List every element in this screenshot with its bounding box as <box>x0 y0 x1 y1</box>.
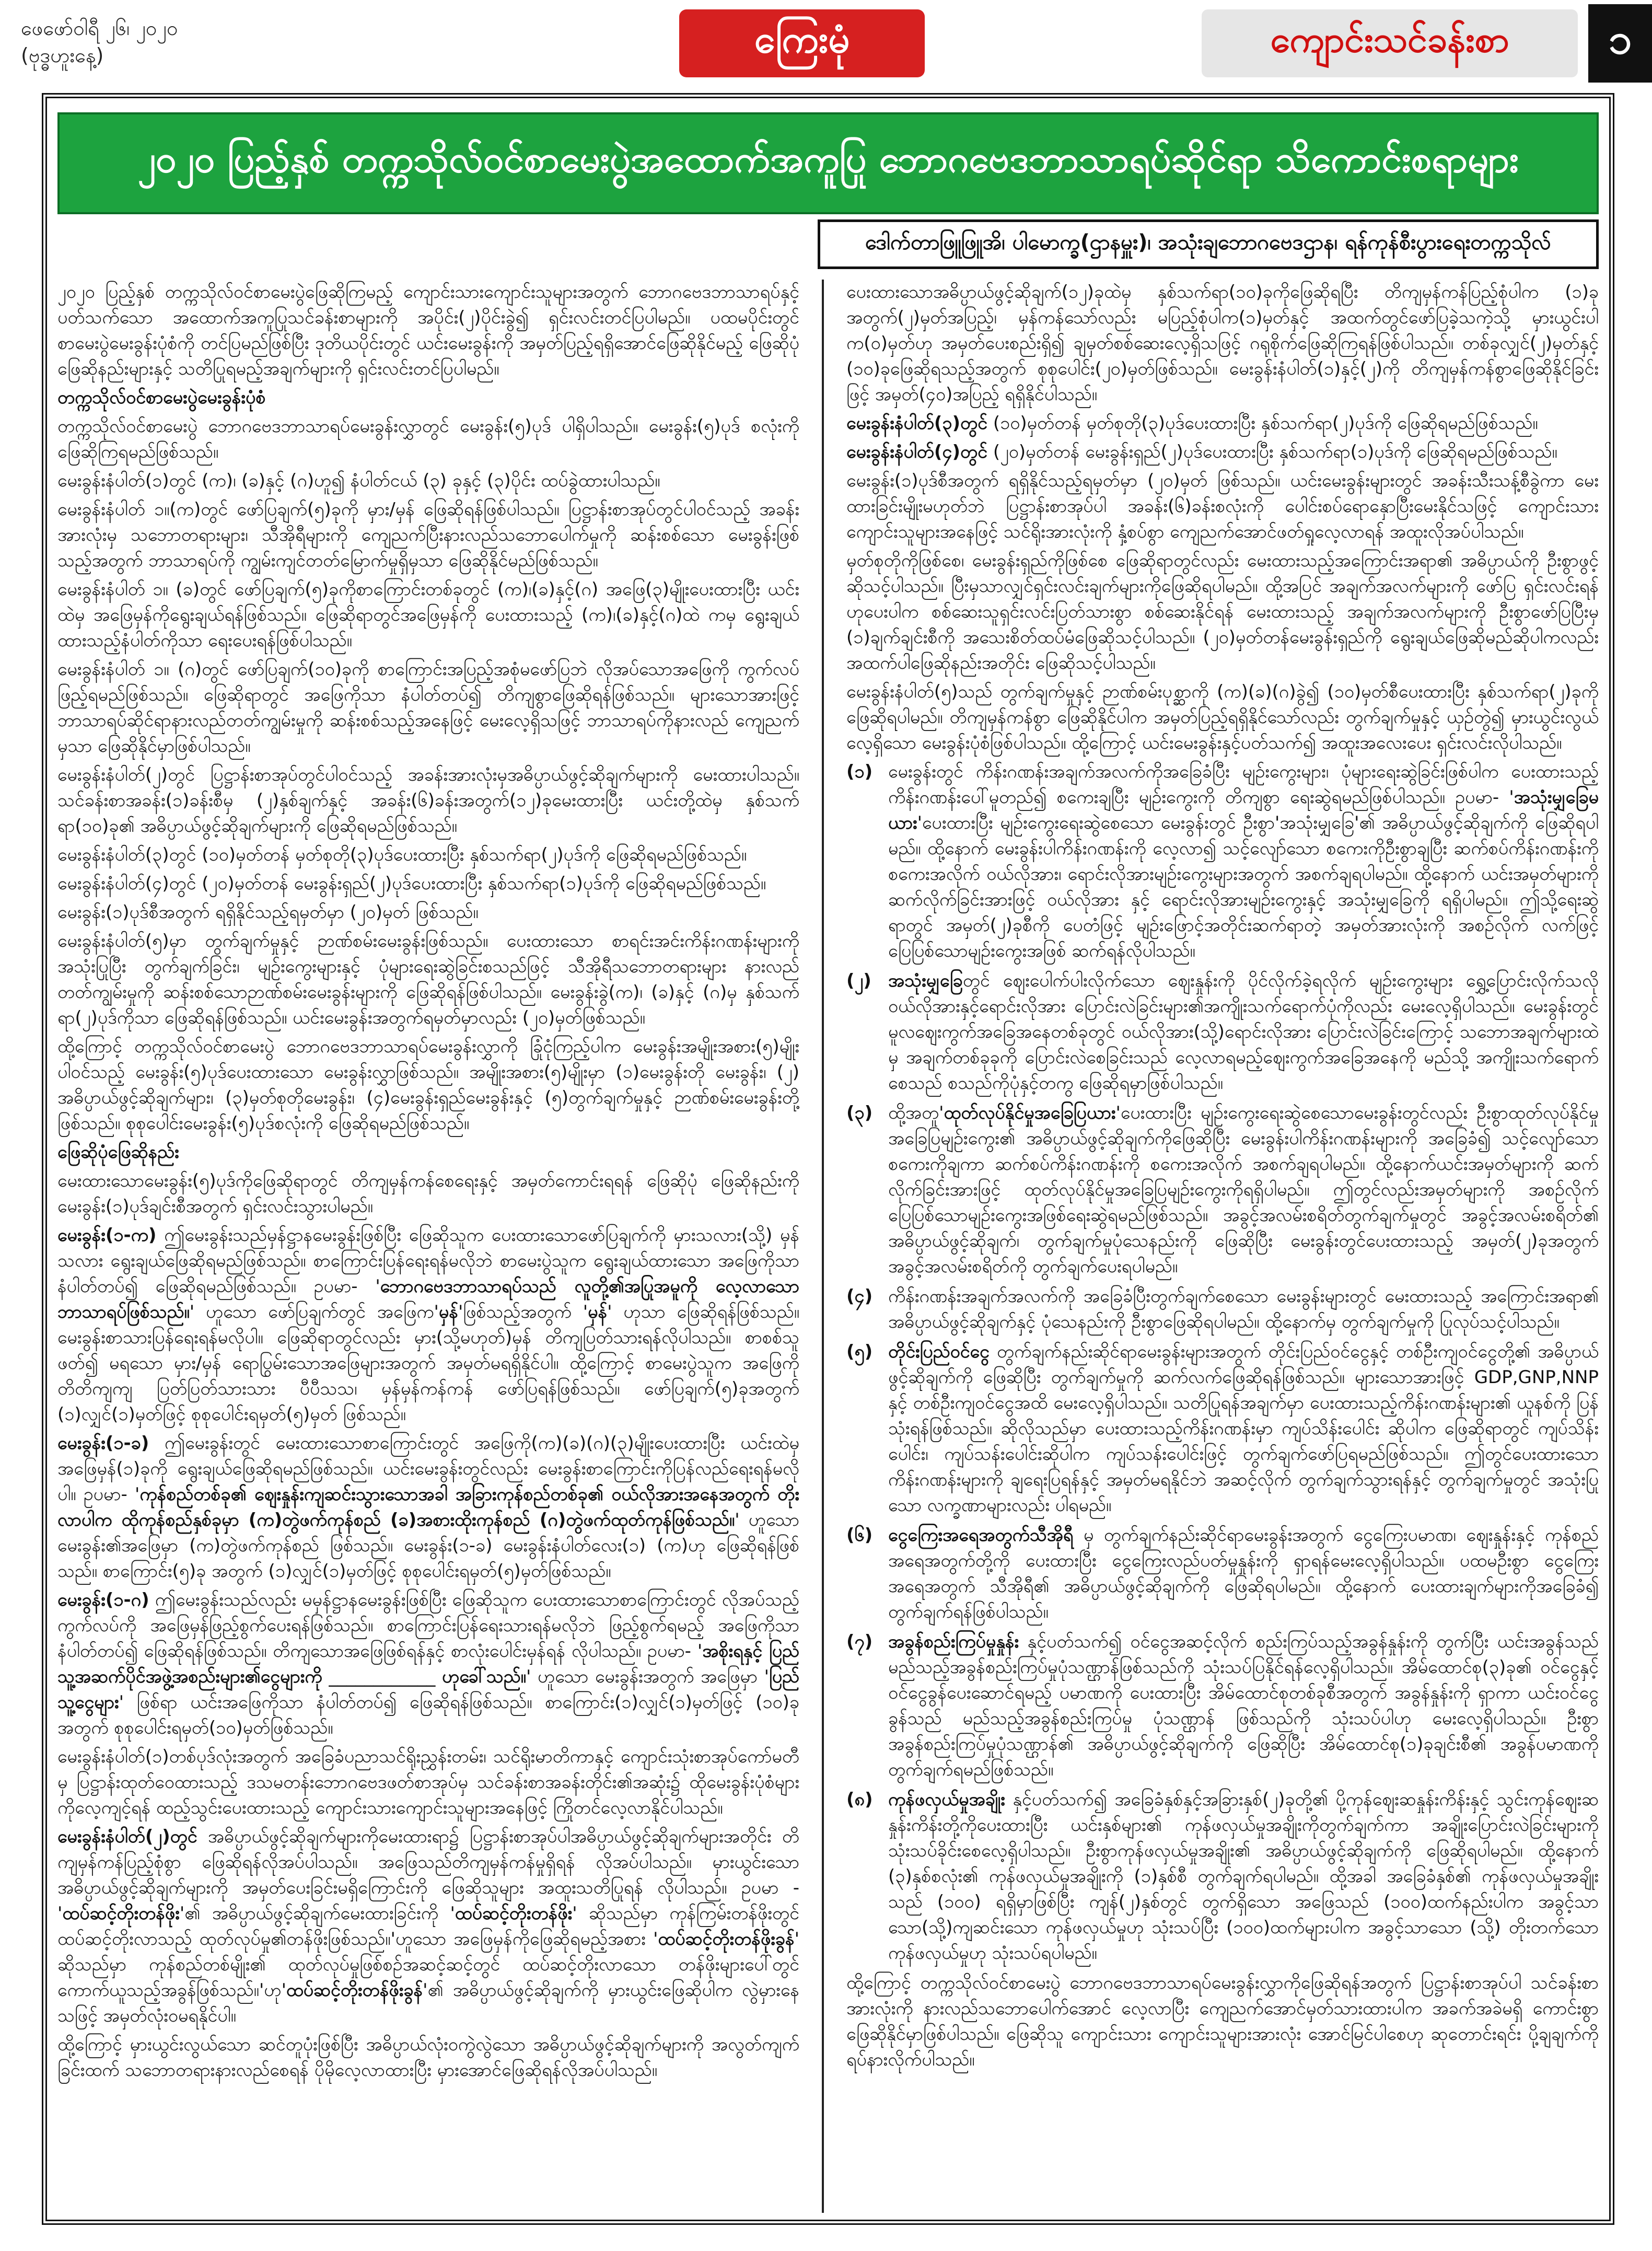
numbered-item <box>846 1629 1599 1783</box>
paragraph: မေးခွန်းနံပါတ်(၁)တွင် (က)၊ (ခ)နှင့် (ဂ)ဟူ၍ နံပါတ်ငယ် (၃) ခုနှင့် (၃)ပိုင်း ထပ်ခွဲထားပါသည်။ <box>57 470 660 491</box>
left-column <box>57 280 799 2213</box>
article-title: ၂၀၂၀ ပြည့်နှစ် တက္ကသိုလ်ဝင်စာမေးပွဲအထောက်အကူပြု ဘောဂဗေဒဘာသာရပ်ဆိုင်ရာ သိကောင်းစရာများ <box>57 112 1599 214</box>
issue-date: ဖေဖော်ဝါရီ ၂၆၊ ၂၀၂၀ <box>21 17 178 40</box>
section-heading: တက္ကသိုလ်ဝင်စာမေးပွဲမေးခွန်းပုံစံ <box>57 387 266 408</box>
paragraph: မေးခွန်း(၁-ဂ) ဤမေးခွန်းသည်လည်း မမှန်ဋ္ဌာနမေးခွန်းဖြစ်ပြီး ဖြေဆိုသူက ပေးထားသောစာကြောင်းတွင် လိုအပ်သည့် ကွက်လပ်ကို အဖြေမှန်ဖြည့်စွက်ပေးရန်ဖြစ်သည်။ စာကြောင်းပြန်ရေးသားရန်မလိုဘဲ ဖြည့်စွက်ရမည့် အဖြေကိုသာ နံပါတ်တပ်၍ ဖြေဆိုရန်ဖြစ်သည်။ တိကျသောအဖြေဖြစ်ရန်နှင့် စာလုံးပေါင်းမှန်ရန် လိုပါသည်။ ဥပမာ- 'အစိုးရနှင့် ပြည်သူ့အဆက်ပိုင်အဖွဲ့အစည်းများ၏ငွေများကို ____________ ဟုခေါ်သည်။' ဟူသော မေးခွန်းအတွက် အဖြေမှာ 'ပြည်သူ့ငွေများ' ဖြစ်ရာ ယင်းအဖြေကိုသာ နံပါတ်တပ်၍ ဖြေဆိုရန်ဖြစ်သည်။ စာကြောင်း(၁)လျှင်(၁)မှတ်ဖြင့် (၁၀)ခုအတွက် စုစုပေါင်းရမှတ်(၁၀)မှတ်ဖြစ်သည်။ <box>57 1589 799 1738</box>
paragraph: မေးခွန်း(၁-က) ဤမေးခွန်းသည်မှန်ဋ္ဌာနမေးခွန်းဖြစ်ပြီး ဖြေဆိုသူက ပေးထားသောဖော်ပြချက်ကို မှားသလား(သို့) မှန်သလား ရွေးချယ်ဖြေဆိုရမည်ဖြစ်သည်။ စာကြောင်းပြန်ရေးရန်မလိုဘဲ စာမေးပွဲသူက ရွေးချယ်ထားသော အဖြေကိုသာ နံပါတ်တပ်၍ ဖြေဆိုရမည်ဖြစ်သည်။ ဥပမာ- 'ဘောဂဗေဒဘာသာရပ်သည် လူတို့၏အပြုအမူကို လေ့လာသော ဘာသာရပ်ဖြစ်သည်။' ဟူသော ဖော်ပြချက်တွင် အဖြေက'မှန်'ဖြစ်သည့်အတွက် 'မှန်' ဟုသာ ဖြေဆိုရန်ဖြစ်သည်။ မေးခွန်းစာသားပြန်ရေးရန်မလိုပါ။ ဖြေဆိုရာတွင်လည်း မှား(သို့မဟုတ်)မှန် တိကျပြတ်သားရန်လိုပါသည်။ စာစစ်သူဖတ်၍ မရသော မှား/မှန် ရောပြွမ်းသောအဖြေများအတွက် အမှတ်မရရှိနိုင်ပါ။ ထို့ကြောင့် စာမေးပွဲသူက အဖြေကို တိတိကျကျ ပြတ်ပြတ်သားသား ပီပီသသ၊ မှန်မှန်ကန်ကန် ဖော်ပြရန်ဖြစ်သည်။ ဖော်ပြချက်(၅)ခုအတွက် (၁)လျှင်(၁)မှတ်ဖြင့် စုစုပေါင်းရမှတ်(၅)မှတ် ဖြစ်သည်။ <box>57 1225 799 1425</box>
item-number: (၃) <box>846 1103 873 1123</box>
item-text: ကုန်ဖလှယ်မှုအချိုး နှင့်ပတ်သက်၍ အခြေခံနှစ်နှင့်အခြားနှစ်(၂)ခုတို့၏ ပို့ကုန်ဈေးဆနှုန်းကိန်းနှင့် သွင်းကုန်ဈေးဆနှုန်းကိန်းတို့ကိုပေးထားပြီး ယင်းနှစ်များ၏ ကုန်ဖလှယ်မှုအချိုးကိုတွက်ချက်ကာ အချိုးပြောင်းလဲခြင်းများကို သုံးသပ်ခိုင်းစေလေ့ရှိပါသည်။ ဦးစွာကုန်ဖလှယ်မှုအချိုး၏ အဓိပ္ပာယ်ဖွင့်ဆိုချက်ကို ဖြေဆိုရပါမည်။ ထို့နောက် (၃)နှစ်စလုံး၏ ကုန်ဖလှယ်မှုအချိုးကို (၁)နှစ်စီ တွက်ချက်ရပါမည်။ ထို့အခါ အခြေခံနှစ်၏ ကုန်ဖလှယ်မှုအချိုးသည် (၁၀၀) ရရှိမှာဖြစ်ပြီး ကျန်(၂)နှစ်တွင် တွက်ရှိသော အဖြေသည် (၁၀၀)ထက်နည်းပါက အခွင့်သာသော(သို့)ကျဆင်းသော ကုန်ဖလှယ်မှုဟု သုံးသပ်ပြီး (၁၀၀)ထက်များပါက အခွင့်သာသော (သို့) တိုးတက်သောကုန်ဖလှယ်မှုဟု သုံးသပ်ရပါမည်။ <box>888 1789 1599 1964</box>
numbered-item <box>846 1284 1599 1335</box>
item-number: (၄) <box>846 1286 873 1307</box>
paragraph: မှတ်စုတိုကိုဖြစ်စေ၊ မေးခွန်းရှည်ကိုဖြစ်စေ ဖြေဆိုရာတွင်လည်း မေးထားသည့်အကြောင်းအရာ၏ အဓိပ္ပာယ်ကို ဦးစွာဖွင့်ဆိုသင့်ပါသည်။ ပြီးမှသာလျှင်ရှင်းလင်းချက်များကိုဖြေဆိုရပါမည်။ ထို့အပြင် အချက်အလက်များကို ဖော်ပြ ရှင်းလင်းရန်ဟုပေးပါက စစ်ဆေးသူရှင်းလင်းပြတ်သားစွာ စစ်ဆေးနိုင်ရန် မေးထားသည့် အချက်အလက်များကို ဦးစွာဖော်ပြပြီးမှ (၁)ချက်ချင်းစီကို အသေးစိတ်ထပ်မံဖြေဆိုသင့်ပါသည်။ (၂၀)မှတ်တန်မေးခွန်းရှည်ကို ရွေးချယ်ဖြေဆိုမည်ဆိုပါကလည်း အထက်ပါဖြေဆိုနည်းအတိုင်း ဖြေဆိုသင့်ပါသည်။ <box>846 550 1599 674</box>
numbered-item <box>846 759 1599 964</box>
section-heading: ဖြေဆိုပုံဖြေဆိုနည်း <box>57 1142 179 1163</box>
article-byline: ဒေါက်တာဖြူဖြူအိ၊ ပါမောက္ခ(ဌာနမှူး)၊ အသုံးချဘောဂဗေဒဌာန၊ ရန်ကုန်စီးပွားရေးတက္ကသိုလ် <box>818 219 1599 269</box>
item-number: (၂) <box>846 970 871 991</box>
paragraph: မေးခွန်း(၁)ပုဒ်စီအတွက် ရရှိနိုင်သည့်ရမှတ်မှာ (၂၀)မှတ် ဖြစ်သည်။ ယင်းမေးခွန်းများတွင် အခန်းသီးသန့်စီခွဲကာ မေးထားခြင်းမျိုးမဟုတ်ဘဲ ပြဋ္ဌာန်းစာအုပ်ပါ အခန်း(၆)ခန်းစလုံးကို ပေါင်းစပ်ရောနှောပြီးမေးနိုင်သဖြင့် ကျောင်းသားကျောင်းသူများအနေဖြင့် သင်ရိုးအားလုံးကို နှံ့စပ်စွာ ကျေညက်အောင်ဖတ်ရှုလေ့လာရန် အထူးလိုအပ်ပါသည်။ <box>846 470 1599 542</box>
paragraph: ၂၀၂၀ ပြည့်နှစ် တက္ကသိုလ်ဝင်စာမေးပွဲဖြေဆိုကြမည့် ကျောင်းသားကျောင်းသူများအတွက် ဘောဂဗေဒဘာသာရပ်နှင့် ပတ်သက်သော အထောက်အကူပြုသင်ခန်းစာများကို အပိုင်း(၂)ပိုင်းခွဲ၍ ရှင်းလင်းတင်ပြပါမည်။ ပထမပိုင်းတွင် စာမေးပွဲမေးခွန်းပုံစံကို တင်ပြမည်ဖြစ်ပြီး ဒုတိယပိုင်းတွင် ယင်းမေးခွန်းကို အမှတ်ပြည့်ရရှိအောင်ဖြေဆိုနိုင်မည့် ဖြေဆိုပုံဖြေဆိုနည်းများနှင့် သတိပြုရမည့်အချက်များကို ရှင်းလင်းတင်ပြပါမည်။ <box>57 282 799 379</box>
item-text: ငွေကြေးအရေအတွက်သီအိုရီ မှ တွက်ချက်နည်းဆိုင်ရာမေးခွန်းအတွက် ငွေကြေးပမာဏ၊ ဈေးနှုန်းနှင့် ကုန်စည်အရေအတွက်တို့ကို ပေးထားပြီး ငွေကြေးလည်ပတ်မှုနှုန်းကို ရှာရန်မေးလေ့ရှိပါသည်။ ပထမဦးစွာ ငွေကြေးအရေအတွက် သီအိုရီ၏ အဓိပ္ပာယ်ဖွင့်ဆိုချက်ကို ဖြေဆိုရပါမည်။ ထို့နောက် ပေးထားချက်များကိုအခြေခံ၍ တွက်ချက်ရန်ဖြစ်ပါသည်။ <box>888 1525 1599 1622</box>
page-number: ၁ <box>1588 4 1652 83</box>
item-number: (၅) <box>846 1341 873 1362</box>
issue-day: (ဗုဒ္ဓဟူးနေ့) <box>21 44 104 67</box>
item-text: ကိန်းဂဏန်းအချက်အလက်ကို အခြေခံပြီးတွက်ချက်စေသော မေးခွန်းများတွင် မေးထားသည့် အကြောင်းအရာ၏ အဓိပ္ပာယ်ဖွင့်ဆိုချက်နှင့် ပုံသေနည်းကို ဦးစွာဖြေဆိုရပါမည်။ ထို့နောက်မှ တွက်ချက်မှုကို ပြုလုပ်သင့်ပါသည်။ <box>888 1286 1599 1332</box>
paragraph: ထို့ကြောင့် မှားယွင်းလွယ်သော ဆင်တူပုံးဖြစ်ပြီး အဓိပ္ပာယ်လုံးဝကွဲလွဲသော အဓိပ္ပာယ်ဖွင့်ဆိုချက်များကို အလွတ်ကျက်ခြင်းထက် သဘောတရားနားလည်စေရန် ပိုမိုလေ့လာထားပြီး မှားအောင်ဖြေဆိုရန်လိုအပ်ပါသည်။ <box>57 2034 799 2081</box>
paragraph: မေးခွန်းနံပါတ် ၁။ (ဂ)တွင် ဖော်ပြချက်(၁၀)ခုကို စာကြောင်းအပြည့်အစုံမဖော်ပြဘဲ လိုအပ်သောအဖြေကို ကွက်လပ် ဖြည့်ရမည်ဖြစ်သည်။ ဖြေဆိုရာတွင် အဖြေကိုသာ နံပါတ်တပ်၍ တိကျစွာဖြေဆိုရန်ဖြစ်သည်။ များသောအားဖြင့် ဘာသာရပ်ဆိုင်ရာနားလည်တတ်ကျွမ်းမှုကို ဆန်းစစ်သည့်အနေဖြင့် မေးလေ့ရှိသဖြင့် ဘာသာရပ်ကိုနားလည် ကျေညက်မှသာ ဖြေဆိုနိုင်မှာဖြစ်ပါသည်။ <box>57 659 799 757</box>
paragraph: မေးခွန်းနံပါတ်(၃)တွင် (၁၀)မှတ်တန် မှတ်စုတို(၃)ပုဒ်ပေးထားပြီး နှစ်သက်ရာ(၂)ပုဒ်ကို ဖြေဆိုရမည်ဖြစ်သည်။ <box>57 844 747 865</box>
paragraph: မေးခွန်းနံပါတ်(၂)တွင် ပြဋ္ဌာန်းစာအုပ်တွင်ပါဝင်သည့် အခန်းအားလုံးမှအဓိပ္ပာယ်ဖွင့်ဆိုချက်များကို မေးထားပါသည်။ သင်ခန်းစာအခန်း(၁)ခန်းစီမှ (၂)နှစ်ချက်နှင့် အခန်း(၆)ခန်းအတွက်(၁၂)ခုမေးထားပြီး ယင်းတို့ထဲမှ နှစ်သက်ရာ(၁၀)ခု၏ အဓိပ္ပာယ်ဖွင့်ဆိုချက်များကို ဖြေဆိုရမည်ဖြစ်သည်။ <box>57 764 799 837</box>
item-text: ထို့အတူ'ထုတ်လုပ်နိုင်မှုအခြေပြယား'ပေးထားပြီး မျဉ်းကွေးရေးဆွဲစေသောမေးခွန်းတွင်လည်း ဦးစွာထုတ်လုပ်နိုင်မှုအခြေပြမျဉ်းကွေး၏ အဓိပ္ပာယ်ဖွင့်ဆိုချက်ကိုဖြေဆိုပြီး မေးခွန်းပါကိန်းဂဏန်းများကို အခြေခံ၍ သင့်လျော်သော စကေးကိုချကာ ဆက်စပ်ကိန်းဂဏန်းကို စကေးအလိုက် အစက်ချရပါမည်။ ထို့နောက်ယင်းအမှတ်များကို ဆက်လိုက်ခြင်းအားဖြင့် ထုတ်လုပ်နိုင်မှုအခြေပြမျဉ်းကွေးကိုရရှိပါမည်။ ဤတွင်လည်းအမှတ်များကို အစဉ်လိုက်ပြေပြစ်သောမျဉ်းကွေးအဖြစ်ရေးဆွဲရမည်ဖြစ်သည်။ အခွင့်အလမ်းစရိတ်တွက်ချက်မှုတွင် အခွင့်အလမ်းစရိတ်၏ အဓိပ္ပာယ်ဖွင့်ဆိုချက်၊ တွက်ချက်မှုပုံသေနည်းကို ဖြေဆိုပြီး မေးခွန်းတွင်ပေးထားသည့် အမှတ်(၂)ခုအတွက် အခွင့်အလမ်းစရိတ်ကို တွက်ချက်ပေးရပါမည်။ <box>888 1103 1599 1277</box>
item-number: (၇) <box>846 1631 873 1652</box>
paragraph: မေးခွန်းနံပါတ်(၁)တစ်ပုဒ်လုံးအတွက် အခြေခံပညာသင်ရိုးညွှန်းတမ်း၊ သင်ရိုးမာတိကာနှင့် ကျောင်းသုံးစာအုပ်ကော်မတီမှ ပြဋ္ဌာန်းထုတ်ဝေထားသည့် ဒသမတန်းဘောဂဗေဒဖတ်စာအုပ်မှ သင်ခန်းစာအခန်းတိုင်း၏အဆုံး၌ ထိုမေးခွန်းပုံစံများကိုလေ့ကျင့်ရန် ထည့်သွင်းပေးထားသည့် ကျောင်းသားကျောင်းသူများအနေဖြင့် ကြိုတင်လေ့လာနိုင်ပါသည်။ <box>57 1746 799 1818</box>
paragraph: ထို့ကြောင့် တက္ကသိုလ်ဝင်စာမေးပွဲ ဘောဂဗေဒဘာသာရပ်မေးခွန်းလွှာကိုဖြေဆိုရန်အတွက် ပြဋ္ဌာန်းစာအုပ်ပါ သင်ခန်းစာအားလုံးကို နားလည်သဘောပေါက်အောင် လေ့လာပြီး ကျေညက်အောင်မှတ်သားထားပါက အခက်အခဲမရှိ ကောင်းစွာဖြေဆိုနိုင်မှာဖြစ်ပါသည်။ ဖြေဆိုသူ ကျောင်းသား ကျောင်းသူများအားလုံး အောင်မြင်ပါစေဟု ဆုတောင်းရင်း ပို့ချချက်ကို ရပ်နားလိုက်ပါသည်။ <box>846 1972 1599 2070</box>
newspaper-logo: ကြေးမုံ <box>679 9 925 77</box>
numbered-item <box>846 1523 1599 1625</box>
numbered-item <box>846 1787 1599 1966</box>
paragraph: မေးခွန်းနံပါတ်(၃)တွင် (၁၀)မှတ်တန် မှတ်စုတို(၃)ပုဒ်ပေးထားပြီး နှစ်သက်ရာ(၂)ပုဒ်ကို ဖြေဆိုရမည်ဖြစ်သည်။ <box>846 413 1538 434</box>
item-text: မေးခွန်းတွင် ကိန်းဂဏန်းအချက်အလက်ကိုအခြေခံပြီး မျဉ်းကွေးများ၊ ပုံများရေးဆွဲခြင်းဖြစ်ပါက ပေးထားသည့် ကိန်းဂဏန်းပေါ်မူတည်၍ စကေးချပြီး မျဉ်းကွေးကို တိကျစွာ ရေးဆွဲရမည်ဖြစ်ပါသည်။ ဥပမာ- 'အသုံးမျှခြေမယား'ပေးထားပြီး မျဉ်းကွေးရေးဆွဲစေသော မေးခွန်းတွင် ဦးစွာ'အသုံးမျှခြေ'၏ အဓိပ္ပာယ်ဖွင့်ဆိုချက်ကို ဖြေဆိုရပါမည်။ ထို့နောက် မေးခွန်းပါကိန်းဂဏန်းကို လေ့လာ၍ သင့်လျော်သော စကေးကိုဦးစွာချပြီး ဆက်စပ်ကိန်းဂဏန်းကို စကေးအလိုက် ဝယ်လိုအား၊ ရောင်းလိုအားမျဉ်းကွေးများအတွက် အစက်ချရပါမည်။ ထို့နောက် ယင်းအမှတ်များကို ဆက်လိုက်ခြင်းအားဖြင့် ဝယ်လိုအား နှင့် ရောင်းလိုအားမျဉ်းကွေးနှင့် အသုံးမျှခြေကို ရရှိပါမည်။ ဤသို့ရေးဆွဲရာတွင် အမှတ်(၂)ခုစီကို ပေတံဖြင့် မျဉ်းဖြောင့်အတိုင်းဆက်ရာတဲ့ အမှတ်အားလုံးကို အစဉ်လိုက် လက်ဖြင့်ပြေပြစ်သောမျဉ်းကွေးအဖြစ် ဆက်ရန်လိုပါသည်။ <box>888 761 1599 961</box>
right-column <box>846 280 1599 2213</box>
paragraph: ပေးထားသောအဓိပ္ပာယ်ဖွင့်ဆိုချက်(၁၂)ခုထဲမှ နှစ်သက်ရာ(၁၀)ခုကိုဖြေဆိုရပြီး တိကျမှန်ကန်ပြည့်စုံပါက (၁)ခုအတွက်(၂)မှတ်အပြည့်၊ မှန်ကန်သော်လည်း မပြည့်စုံပါက(၁)မှတ်နှင့် အထက်တွင်ဖော်ပြခဲ့သကဲ့သို့ မှားယွင်းပါက(၀)မှတ်ဟု အမှတ်ပေးစည်းရှိ၍ ချမှတ်စစ်ဆေးလေ့ရှိသဖြင့် ဂရုစိုက်ဖြေဆိုကြရန်ဖြစ်ပါသည်။ တစ်ခုလျှင်(၂)မှတ်နှင့် (၁၀)ခုဖြေဆိုရသည့်အတွက် စုစုပေါင်း(၂၀)မှတ်ဖြစ်သည်။ မေးခွန်းနံပါတ်(၁)နှင့်(၂)ကို တိကျမှန်ကန်စွာဖြေဆိုနိုင်ခြင်းဖြင့် အမှတ်(၄၀)အပြည့် ရရှိနိုင်ပါသည်။ <box>846 282 1599 405</box>
paragraph: မေးခွန်း(၁)ပုဒ်စီအတွက် ရရှိနိုင်သည့်ရမှတ်မှာ (၂၀)မှတ် ဖြစ်သည်။ <box>57 902 479 923</box>
paragraph: မေးခွန်းနံပါတ်(၅)မှာ တွက်ချက်မှုနှင့် ဉာဏ်စမ်းမေးခွန်းဖြစ်သည်။ ပေးထားသော စာရင်းအင်းကိန်းဂဏန်းများကို အသုံးပြုပြီး တွက်ချက်ခြင်း၊ မျဉ်းကွေးများနှင့် ပုံများရေးဆွဲခြင်းစသည်ဖြင့် သီအိုရီသဘောတရားများ နားလည် တတ်ကျွမ်းမှုကို ဆန်းစစ်သောဉာဏ်စမ်းမေးခွန်းများကို ဖြေဆိုရန်ဖြစ်ပါသည်။ မေးခွန်းခွဲ(က)၊ (ခ)နှင့် (ဂ)မှ နှစ်သက်ရာ(၂)ပုဒ်ကိုသာ ဖြေဆိုရန်ဖြစ်သည်။ ယင်းမေးခွန်းအတွက်ရမှတ်မှာလည်း (၂၀)မှတ်ဖြစ်သည်။ <box>57 931 799 1028</box>
paragraph: မေးခွန်းနံပါတ်(၄)တွင် (၂၀)မှတ်တန် မေးခွန်းရှည်(၂)ပုဒ်ပေးထားပြီး နှစ်သက်ရာ(၁)ပုဒ်ကို ဖြေဆိုရမည်ဖြစ်သည်။ <box>57 873 766 894</box>
paragraph: မေးခွန်းနံပါတ်(၅)သည် တွက်ချက်မှုနှင့် ဉာဏ်စမ်းပုစ္ဆာကို (က)(ခ)(ဂ)ခွဲ၍ (၁၀)မှတ်စီပေးထားပြီး နှစ်သက်ရာ(၂)ခုကို ဖြေဆိုရပါမည်။ တိကျမှန်ကန်စွာ ဖြေဆိုနိုင်ပါက အမှတ်ပြည့်ရရှိနိုင်သော်လည်း တွက်ချက်မှုနှင့် ယှဉ်တွဲ၍ မှားယွင်းလွယ်လေ့ရှိသော မေးခွန်းပုံစံဖြစ်ပါသည်။ ထို့ကြောင့် ယင်းမေးခွန်းနှင့်ပတ်သက်၍ အထူးအလေးပေး ရှင်းလင်းလိုပါသည်။ <box>846 681 1599 753</box>
paragraph: မေးခွန်းနံပါတ် ၁။(က)တွင် ဖော်ပြချက်(၅)ခုကို မှား/မှန် ဖြေဆိုရန်ဖြစ်ပါသည်။ ပြဋ္ဌာန်းစာအုပ်တွင်ပါဝင်သည့် အခန်းအားလုံးမှ သဘောတရားများ၊ သီအိုရီများကို ကျေညက်ပြီးနားလည်သဘောပေါက်မှုကို ဆန်းစစ်သော မေးခွန်းဖြစ်သည့်အတွက် ဘာသာရပ်ကို ကျွမ်းကျင်တတ်မြောက်မှုရှိမှသာ ဖြေဆိုနိုင်မည်ဖြစ်သည်။ <box>57 499 799 571</box>
paragraph: မေးခွန်းနံပါတ် ၁။ (ခ)တွင် ဖော်ပြချက်(၅)ခုကိုစာကြောင်းတစ်ခုတွင် (က)၊(ခ)နှင့်(ဂ) အဖြေ(၃)မျိုးပေးထားပြီး ယင်းထဲမှ အဖြေမှန်ကိုရွေးချယ်ရန်ဖြစ်သည်။ ဖြေဆိုရာတွင်အဖြေမှန်ကို ပေးထားသည့် (က)၊(ခ)နှင့်(ဂ)ထဲ ကမှ ရွေးချယ်ထားသည့်နံပါတ်ကိုသာ ရေးပေးရန်ဖြစ်ပါသည်။ <box>57 579 799 651</box>
item-text: တိုင်းပြည်ဝင်ငွေ တွက်ချက်နည်းဆိုင်ရာမေးခွန်းများအတွက် တိုင်းပြည်ဝင်ငွေနှင့် တစ်ဦးကျဝင်ငွေတို့၏ အဓိပ္ပာယ်ဖွင့်ဆိုချက်ကို ဖြေဆိုပြီး တွက်ချက်မှုကို ဆက်လက်ဖြေဆိုရန်ဖြစ်သည်။ များသောအားဖြင့် GDP,GNP,NNP နှင့် တစ်ဦးကျဝင်ငွေအထိ မေးလေ့ရှိပါသည်။ သတိပြုရန်အချက်မှာ ပေးထားသည့်ကိန်းဂဏန်းများ၏ ယူနစ်ကို ပြန်သုံးရန်ဖြစ်သည်။ ဆိုလိုသည်မှာ ပေးထားသည့်ကိန်းဂဏန်းမှာ ကျပ်သိန်းပေါင်း ဆိုပါက ဖြေဆိုရာတွင် ကျပ်သိန်းပေါင်း၊ ကျပ်သန်းပေါင်းဆိုပါက ကျပ်သန်းပေါင်းဖြင့် တွက်ချက်ဖော်ပြရမည်ဖြစ်သည်။ ဤတွင်ပေးထားသော ကိန်းဂဏန်းများကို ချရေးပြရန်နှင့် အမှတ်မရနိုင်ဘဲ အဆင့်လိုက် တွက်ချက်သွားရန်နှင့် တွက်ချက်မှုတွင် အသုံးပြုသော လက္ခဏာများလည်း ပါရမည်။ <box>888 1341 1599 1516</box>
column-divider <box>822 280 824 2213</box>
item-number: (၈) <box>846 1789 873 1810</box>
item-text: အသုံးမျှခြေတွင် ဈေးပေါက်ပါးလိုက်သော ဈေးနှုန်းကို ပိုင်လိုက်ခဲ့ရလိုက် မျဉ်းကွေးများ ရွှေ့ပြောင်းလိုက်သလို ဝယ်လိုအားနှင့်ရောင်းလိုအား ပြောင်းလဲခြင်းများ၏အကျိုးသက်ရောက်ပုံကိုလည်း မေးလေ့ရှိပါသည်။ မေးခွန်းတွင် မူလဈေးကွက်အခြေအနေတစ်ခုတွင် ဝယ်လိုအား(သို့)ရောင်းလိုအား ပြောင်းလဲခြင်းကြောင့် သဘောအချက်များထဲမှ အချက်တစ်ခုခုကို ပြောင်းလဲစေခြင်းသည် လေ့လာရမည့်ဈေးကွက်အခြေအနေကို မည်သို့ အကျိုးသက်ရောက်စေသည် စသည်ကိုပုံနှင့်တကွ ဖြေဆိုရမှာဖြစ်ပါသည်။ <box>888 970 1599 1094</box>
paragraph: မေးခွန်းနံပါတ်(၄)တွင် (၂၀)မှတ်တန် မေးခွန်းရှည်(၂)ပုဒ်ပေးထားပြီး နှစ်သက်ရာ(၁)ပုဒ်ကို ဖြေဆိုရမည်ဖြစ်သည်။ <box>846 442 1557 462</box>
numbered-item <box>846 968 1599 1096</box>
numbered-item <box>846 1339 1599 1518</box>
page-header <box>0 0 1652 89</box>
paragraph: ထို့ကြောင့် တက္ကသိုလ်ဝင်စာမေးပွဲ ဘောဂဗေဒဘာသာရပ်မေးခွန်းလွှာကို ခြုံငုံကြည့်ပါက မေးခွန်းအမျိုးအစား(၅)မျိုးပါဝင်သည့် မေးခွန်း(၅)ပုဒ်ပေးထားသော မေးခွန်းလွှာဖြစ်သည်။ အမျိုးအစား(၅)မျိုးမှာ (၁)မေးခွန်းတို မေးခွန်း၊ (၂) အဓိပ္ပာယ်ဖွင့်ဆိုချက်များ၊ (၃)မှတ်စုတိုမေးခွန်း၊ (၄)မေးခွန်းရှည်မေးခွန်းနှင့် (၅)တွက်ချက်မှုနှင့် ဉာဏ်စမ်းမေးခွန်းတို့ ဖြစ်သည်။ စုစုပေါင်းမေးခွန်း(၅)ပုဒ်စလုံးကို ဖြေဆိုရမည်ဖြစ်သည်။ <box>57 1036 799 1134</box>
item-number: (၆) <box>846 1525 873 1546</box>
issue-date-block <box>21 15 178 69</box>
numbered-item <box>846 1100 1599 1280</box>
paragraph: မေးထားသောမေးခွန်း(၅)ပုဒ်ကိုဖြေဆိုရာတွင် တိကျမှန်ကန်စေရေးနှင့် အမှတ်ကောင်းရရန် ဖြေဆိုပုံ ဖြေဆိုနည်းကို မေးခွန်း(၁)ပုဒ်ချင်းစီအတွက် ရှင်းလင်းသွားပါမည်။ <box>57 1170 799 1217</box>
paragraph: မေးခွန်း(၁-ခ) ဤမေးခွန်းတွင် မေးထားသောစာကြောင်းတွင် အဖြေကို(က)(ခ)(ဂ)(၃)မျိုးပေးထားပြီး ယင်းထဲမှ အဖြေမှန်(၁)ခုကို ရွေးချယ်ဖြေဆိုရမည်ဖြစ်သည်။ ယင်းမေးခွန်းတွင်လည်း မေးခွန်းစာကြောင်းကိုပြန်လည်ရေးရန်မလိုပါ။ ဥပမာ- 'ကုန်စည်တစ်ခု၏ ဈေးနှုန်းကျဆင်းသွားသောအခါ အခြားကုန်စည်တစ်ခု၏ ဝယ်လိုအားအနေအတွက် တိုးလာပါက ထိုကုန်စည်နှစ်ခုမှာ (က)တွဲဖက်ကုန်စည် (ခ)အစားထိုးကုန်စည် (ဂ)တွဲဖက်ထုတ်ကုန်ဖြစ်သည်။' ဟူသော မေးခွန်း၏အဖြေမှာ (က)တွဲဖက်ကုန်စည် ဖြစ်သည်။ မေးခွန်း(၁-ခ) မေးခွန်းနံပါတ်လေး(၁) (က)ဟု ဖြေဆိုရန်ဖြစ်သည်။ စာကြောင်း(၅)ခု အတွက် (၁)လျှင်(၁)မှတ်ဖြင့် စုစုပေါင်းရမှတ်(၅)မှတ်ဖြစ်သည်။ <box>57 1433 799 1582</box>
item-text: အခွန်စည်းကြပ်မှုနှုန်း နှင့်ပတ်သက်၍ ဝင်ငွေအဆင့်လိုက် စည်းကြပ်သည့်အခွန်နှုန်းကို တွက်ပြီး ယင်းအခွန်သည် မည်သည့်အခွန်စည်းကြပ်မှုပုံသဏ္ဌာန်ဖြစ်သည်ကို သုံးသပ်ပြနိုင်ရန်လေ့ရှိပါသည်။ အိမ်ထောင်စု(၃)ခု၏ ဝင်ငွေနှင့် ဝင်ငွေခွန်ပေးဆောင်ရမည့် ပမာဏကို ပေးထားပြီး အိမ်ထောင်စုတစ်ခုစီအတွက် အခွန်နှုန်းကို ရှာကာ ယင်းဝင်ငွေခွန်သည် မည်သည့်အခွန်စည်းကြပ်မှု ပုံသဏ္ဌာန် ဖြစ်သည်ကို သုံးသပ်ပါဟု မေးလေ့ရှိပါသည်။ ဦးစွာ အခွန်စည်းကြပ်မှုပုံသဏ္ဌာန်၏ အဓိပ္ပာယ်ဖွင့်ဆိုချက်ကို ဖြေဆိုပြီး အိမ်ထောင်စု(၁)ခုချင်းစီ၏ အခွန်ပမာဏကို တွက်ချက်ရမည်ဖြစ်သည်။ <box>888 1631 1599 1780</box>
section-title: ကျောင်းသင်ခန်းစာ <box>1202 9 1578 77</box>
item-number: (၁) <box>846 761 873 782</box>
paragraph: မေးခွန်းနံပါတ်(၂)တွင် အဓိပ္ပာယ်ဖွင့်ဆိုချက်များကိုမေးထားရာ၌ ပြဋ္ဌာန်းစာအုပ်ပါအဓိပ္ပာယ်ဖွင့်ဆိုချက်များအတိုင်း တိကျမှန်ကန်ပြည့်စုံစွာ ဖြေဆိုရန်လိုအပ်ပါသည်။ အဖြေသည်တိကျမှန်ကန်မှုရှိရန် လိုအပ်ပါသည်။ မှားယွင်းသော အဓိပ္ပာယ်ဖွင့်ဆိုချက်များကို အမှတ်ပေးခြင်းမရှိကြောင်းကို ဖြေဆိုသူများ အထူးသတိပြုရန် လိုပါသည်။ ဥပမာ - 'ထပ်ဆင့်တိုးတန်ဖိုး'၏ အဓိပ္ပာယ်ဖွင့်ဆိုချက်မေးထားခြင်းကို 'ထပ်ဆင့်တိုးတန်ဖိုး' ဆိုသည်မှာ ကုန်ကြမ်းတန်ဖိုးတွင် ထပ်ဆင့်တိုးလာသည့် ထုတ်လုပ်မှု၏တန်ဖိုးဖြစ်သည်။'ဟူသော အဖြေမှန်ကိုဖြေဆိုရမည့်အစား 'ထပ်ဆင့်တိုးတန်ဖိုးခွန်' ဆိုသည်မှာ ကုန်စည်တစ်မျိုး၏ ထုတ်လုပ်မှုဖြစ်စဉ်အဆင့်ဆင့်တွင် ထပ်ဆင့်တိုးလာသော တန်ဖိုးများပေါ်တွင် ကောက်ယူသည့်အခွန်ဖြစ်သည်။'ဟု'ထပ်ဆင့်တိုးတန်ဖိုးခွန်'၏ အဓိပ္ပာယ်ဖွင့်ဆိုချက်ကို မှားယွင်းဖြေဆိုပါက လွဲမှားနေသဖြင့် အမှတ်လုံးဝမရနိုင်ပါ။ <box>57 1826 799 2026</box>
paragraph: တက္ကသိုလ်ဝင်စာမေးပွဲ ဘောဂဗေဒဘာသာရပ်မေးခွန်းလွှာတွင် မေးခွန်း(၅)ပုဒ် ပါရှိပါသည်။ မေးခွန်း(၅)ပုဒ် စလုံးကို ဖြေဆိုကြရမည်ဖြစ်သည်။ <box>57 416 799 462</box>
